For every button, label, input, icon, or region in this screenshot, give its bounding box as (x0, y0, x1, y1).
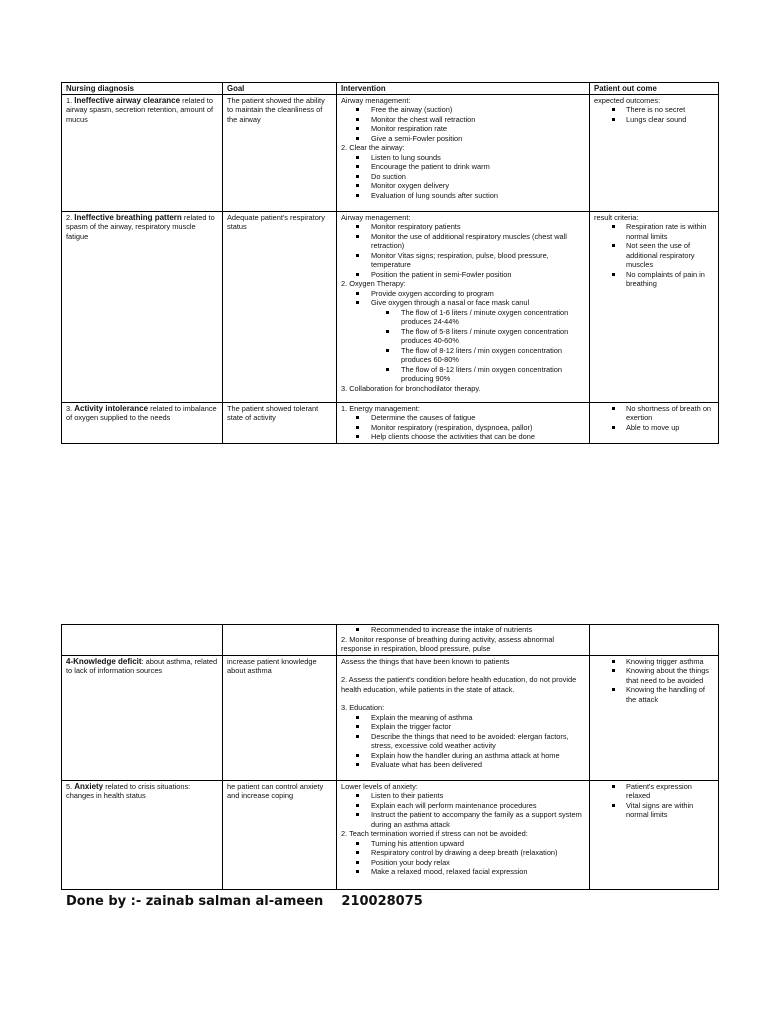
list-item: Make a relaxed mood, relaxed facial expression (371, 867, 585, 877)
diagnosis-cell (62, 780, 223, 889)
sub-list-item: The flow of 5-8 liters / minute oxygen concentration produces 40-60% (401, 327, 585, 346)
intervention-cell (337, 655, 590, 780)
intervention-text: Assess the things that have been known to patients (341, 656, 510, 666)
diagnosis-title: Ineffective airway clearance (74, 95, 181, 105)
table-row (62, 655, 719, 780)
intervention-list (341, 413, 585, 442)
list-item: Determine the causes of fatigue (371, 413, 585, 423)
goal-cell (223, 655, 337, 780)
care-plan-table-page1 (61, 82, 719, 444)
list-item: Explain how the handler during an asthma attack at home (371, 751, 585, 761)
list-item: Knowing about the things that need to be avoided (626, 666, 714, 685)
intervention-list (341, 153, 585, 201)
author-footer (66, 894, 423, 909)
outcome-heading: result criteria: (594, 212, 639, 222)
intervention-heading: Airway menagement: (341, 95, 411, 105)
diagnosis-detail: related to imbalance of oxygen supplied to the needs (66, 403, 217, 422)
list-item: Evaluation of lung sounds after suction (371, 191, 585, 201)
list-item: Knowing trigger asthma (626, 657, 714, 667)
goal-text: he patient can control anxiety and increase coping (227, 781, 324, 800)
header-row (62, 83, 719, 95)
outcome-cell (590, 94, 719, 211)
sub-list-item: The flow of 8-12 liters / min oxygen concentration produces 60-80% (401, 346, 585, 365)
student-id: 210028075 (341, 894, 423, 909)
outcome-list (594, 782, 714, 820)
intervention-cell (337, 402, 590, 443)
intervention-heading: 2. Teach termination worried if stress can not be avoided: (341, 829, 528, 838)
diagnosis-title: Anxiety (74, 781, 104, 791)
table-row (62, 211, 719, 402)
diagnosis-detail: related to spasm of the airway, respiratory muscle fatigue (66, 212, 215, 241)
list-item: No shortness of breath on exertion (626, 404, 714, 423)
sub-list-item: The flow of 1-6 liters / minute oxygen concentration produces 24-44% (401, 308, 585, 327)
intervention-heading: 2. Oxygen Therapy: (341, 279, 406, 288)
intervention-heading: 2. Clear the airway: (341, 143, 405, 152)
header-patient-outcome: Patient out come (590, 83, 719, 95)
intervention-list (341, 713, 585, 770)
list-item: Respiratory control by drawing a deep breath (relaxation) (371, 848, 585, 858)
table-row (62, 625, 719, 656)
sub-list (371, 308, 585, 384)
sub-list-item: The flow of 8-12 liters / min oxygen concentration producing 90% (401, 365, 585, 384)
outcome-heading: expected outcomes: (594, 95, 661, 105)
table-row (62, 402, 719, 443)
list-item: Describe the things that need to be avoided: elergan factors, stress, excessive cold weather activity (371, 732, 585, 751)
list-item: Respiration rate is within normal limits (626, 222, 714, 241)
diagnosis-detail: : about asthma, related to lack of information sources (66, 656, 218, 675)
diagnosis-number: 3. (66, 403, 73, 413)
outcome-cell (590, 402, 719, 443)
diagnosis-number: 1. (66, 95, 73, 105)
list-item: Do suction (371, 172, 585, 182)
list-item: Position the patient in semi-Fowler position (371, 270, 585, 280)
goal-text: The patient showed the ability to maintain the cleanliness of the airway (227, 95, 325, 124)
list-item (371, 298, 585, 384)
diagnosis-cell (62, 402, 223, 443)
list-item: Knowing the handling of the attack (626, 685, 714, 704)
list-item: Monitor respiratory (respiration, dyspnoea, pallor) (371, 423, 585, 433)
intervention-heading: 3. Education: (341, 703, 385, 712)
intervention-text: 2. Monitor response of breathing during activity, assess abnormal response in respiration, blood pressure, pulse (341, 634, 555, 653)
list-item: Able to move up (626, 423, 714, 433)
goal-cell (223, 402, 337, 443)
intervention-heading: 3. Collaboration for bronchodilator therapy. (341, 383, 481, 393)
care-plan-table-page2 (61, 624, 719, 890)
header-goal: Goal (223, 83, 337, 95)
outcome-list (594, 404, 714, 433)
list-item: Evaluate what has been delivered (371, 760, 585, 770)
intervention-list (341, 839, 585, 877)
list-item: Position your body relax (371, 858, 585, 868)
list-item: Listen to their patients (371, 791, 585, 801)
list-item: Explain the trigger factor (371, 722, 585, 732)
intervention-list (341, 791, 585, 829)
intervention-heading: Airway menagement: (341, 212, 411, 222)
author-label: Done by :- zainab salman al-ameen (66, 894, 324, 909)
list-item: Monitor the chest wall retraction (371, 115, 585, 125)
goal-text: Adequate patient's respiratory status (227, 212, 325, 231)
outcome-cell (590, 655, 719, 780)
list-item: Monitor respiratory patients (371, 222, 585, 232)
outcome-list (594, 222, 714, 289)
list-item: Free the airway (suction) (371, 105, 585, 115)
diagnosis-number: 2. (66, 212, 73, 222)
diagnosis-detail: related to crisis situations: changes in health status (66, 781, 191, 800)
intervention-cell (337, 211, 590, 402)
spacer (341, 666, 585, 675)
list-item: Listen to lung sounds (371, 153, 585, 163)
list-item: There is no secret (626, 105, 714, 115)
outcome-cell (590, 625, 719, 656)
list-item: Help clients choose the activities that can be done (371, 432, 585, 442)
list-item: Monitor Vitas signs; respiration, pulse, blood pressure, temperature (371, 251, 585, 270)
table-row (62, 94, 719, 211)
list-item: Encourage the patient to drink warm (371, 162, 585, 172)
goal-text: The patient showed tolerant state of activity (227, 403, 319, 422)
diagnosis-detail: related to airway spasm, secretion retention, amount of mucus (66, 95, 214, 124)
list-item-text: Give oxygen through a nasal or face mask canul (371, 298, 530, 307)
goal-cell (223, 780, 337, 889)
goal-cell (223, 94, 337, 211)
list-item: Lungs clear sound (626, 115, 714, 125)
spacer (341, 694, 585, 703)
intervention-cell (337, 94, 590, 211)
diagnosis-cell (62, 94, 223, 211)
diagnosis-title: 4-Knowledge deficit (66, 656, 142, 666)
diagnosis-number: 5. (66, 781, 73, 791)
intervention-cell (337, 625, 590, 656)
intervention-cell (337, 780, 590, 889)
intervention-list (341, 222, 585, 279)
list-item: Give a semi-Fowler position (371, 134, 585, 144)
list-item: Monitor respiration rate (371, 124, 585, 134)
list-item: Explain each will perform maintenance procedures (371, 801, 585, 811)
list-item: No complaints of pain in breathing (626, 270, 714, 289)
intervention-list (341, 289, 585, 384)
intervention-text: 2. Assess the patient's condition before health education, do not provide health education, while patients in the state of attack. (341, 675, 577, 694)
intervention-heading: 1. Energy management: (341, 403, 420, 413)
list-item: Not seen the use of additional respiratory muscles (626, 241, 714, 270)
table-row (62, 780, 719, 889)
outcome-list (594, 105, 714, 124)
diagnosis-cell (62, 655, 223, 780)
list-item: Instruct the patient to accompany the family as a support system during an asthma attack (371, 810, 585, 829)
goal-cell (223, 211, 337, 402)
diagnosis-cell (62, 211, 223, 402)
goal-text: increase patient knowledge about asthma (227, 656, 317, 675)
list-item: Provide oxygen according to program (371, 289, 585, 299)
diagnosis-cell (62, 625, 223, 656)
header-nursing-diagnosis: Nursing diagnosis (62, 83, 223, 95)
goal-cell (223, 625, 337, 656)
list-item: Turning his attention upward (371, 839, 585, 849)
list-item: Explain the meaning of asthma (371, 713, 585, 723)
outcome-cell (590, 211, 719, 402)
list-item: Patient's expression relaxed (626, 782, 714, 801)
intervention-list (341, 625, 585, 635)
intervention-list (341, 105, 585, 143)
diagnosis-title: Ineffective breathing pattern (74, 212, 182, 222)
list-item: Monitor oxygen delivery (371, 181, 585, 191)
list-item: Monitor the use of additional respiratory muscles (chest wall retraction) (371, 232, 585, 251)
outcome-cell (590, 780, 719, 889)
diagnosis-title: Activity intolerance (74, 403, 149, 413)
header-intervention: Intervention (337, 83, 590, 95)
list-item: Recommended to increase the intake of nutrients (371, 625, 585, 635)
intervention-heading: Lower levels of anxiety: (341, 781, 418, 791)
outcome-list (594, 657, 714, 705)
list-item: Vital signs are within normal limits (626, 801, 714, 820)
